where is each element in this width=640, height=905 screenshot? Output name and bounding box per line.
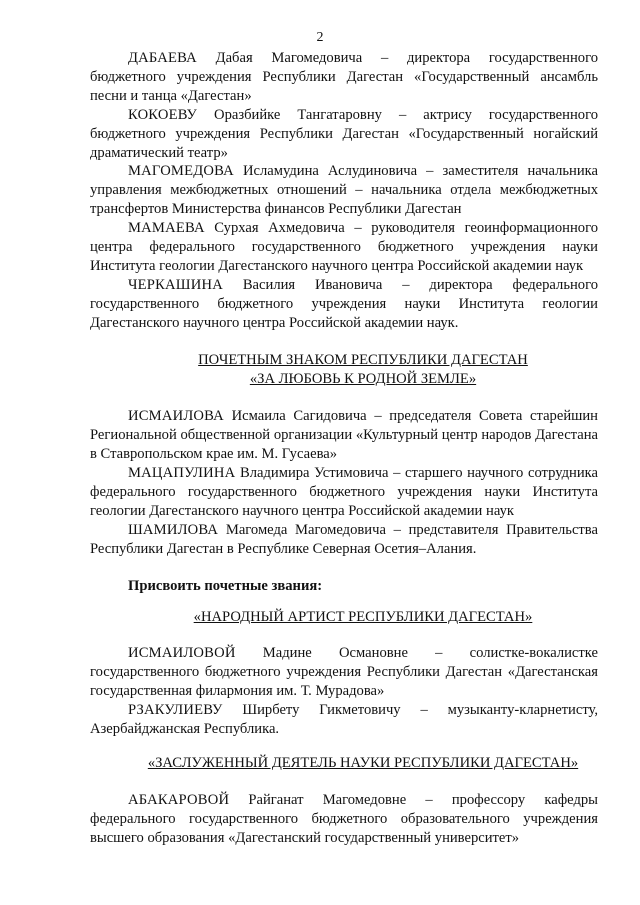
award-entry [90,407,598,464]
entry-text: Мадине Османовне – солистке-вокалистке государственного бюджетного учреждения Республики Дагестан «Дагестанская государственная филармония им. Т. Мурадова» [90,645,598,700]
surname: ДАБАЕВА [128,50,197,66]
people-artist-heading: «НАРОДНЫЙ АРТИСТ РЕСПУБЛИКИ ДАГЕСТАН» [193,608,533,625]
entry-text: Ширбету Гикметовичу – музыканту-кларнетисту, Азербайджанская Республика. [90,702,598,738]
award-entry [90,276,598,333]
entry-text: Оразбийке Тангатаровну – актрису государственного бюджетного учреждения Республики Дагестан «Государственный ногайский драматический театр» [90,106,598,161]
entry-text: Василия Ивановича – директора федерального государственного бюджетного учреждения науки Института геологии Дагестанского научного центра Российской академии наук. [90,276,598,331]
award-entry [90,701,598,739]
entry-text: Магомеда Магомедовича – представителя Правительства Республики Дагестан в Республике Северная Осетия–Алания. [90,521,598,557]
people-artist-section [90,608,598,739]
surname: МАМАЕВА [128,220,205,237]
award-entry [90,49,598,106]
award-entry [90,521,598,559]
surname: АБАКАРОВОЙ [128,791,230,808]
surname: РЗАКУЛИЕВУ [128,702,223,719]
badge-section [90,351,598,559]
surname: ШАМИЛОВА [128,521,219,538]
surname: МАГОМЕДОВА [128,163,234,180]
surname: ЧЕРКАШИНА [128,276,223,293]
award-entry [90,464,598,521]
science-heading: «ЗАСЛУЖЕННЫЙ ДЕЯТЕЛЬ НАУКИ РЕСПУБЛИКИ ДАГЕСТАН» [147,755,579,771]
entry-text: Райганат Магомедовне – профессору кафедры федерального государственного бюджетного образовательного учреждения высшего образования «Дагестанский государственный университет» [90,791,598,846]
surname: МАЦАПУЛИНА [128,465,236,482]
badge-heading-line1: ПОЧЕТНЫМ ЗНАКОМ РЕСПУБЛИКИ ДАГЕСТАН [198,351,528,368]
award-entry [90,644,598,701]
intro-section [90,49,598,333]
award-entry [90,219,598,276]
award-entry [90,162,598,219]
badge-heading-line2: «ЗА ЛЮБОВЬ К РОДНОЙ ЗЕМЛЕ» [249,370,477,387]
entry-text: Исмаила Сагидовича – председателя Совета старейшин Региональной общественной организации «Культурный центр народов Дагестана в Ставропольском крае им. М. Гусаева» [90,408,598,463]
entry-text: Дабая Магомедовича – директора государственного бюджетного учреждения Республики Дагестан «Государственный ансамбль песни и танца «Дагестан» [90,50,598,104]
document-body [90,49,598,848]
surname: КОКОЕВУ [128,106,198,123]
entry-text: Владимира Устимовича – старшего научного сотрудника федерального государственного бюджетного учреждения науки Института геологии Дагестанского научного центра Российской академии наук [90,465,598,519]
surname: ИСМАИЛОВА [128,408,224,425]
award-entry [90,791,598,848]
entry-text: Исламудина Аслудиновича – заместителя начальника управления межбюджетных отношений – начальника отдела межбюджетных трансфертов Министерства финансов Республики Дагестан [90,163,598,218]
entry-text: Сурхая Ахмедовича – руководителя геоинформационного центра федерального государственного бюджетного учреждения науки Института геологии Дагестанского научного центра Российской академии наук [90,220,598,274]
page-number: 2 [316,30,324,45]
assign-titles-label: Присвоить почетные звания: [128,577,323,594]
badge-heading [90,351,598,389]
surname: ИСМАИЛОВОЙ [128,645,236,662]
science-section [90,754,598,848]
award-entry [90,106,598,163]
